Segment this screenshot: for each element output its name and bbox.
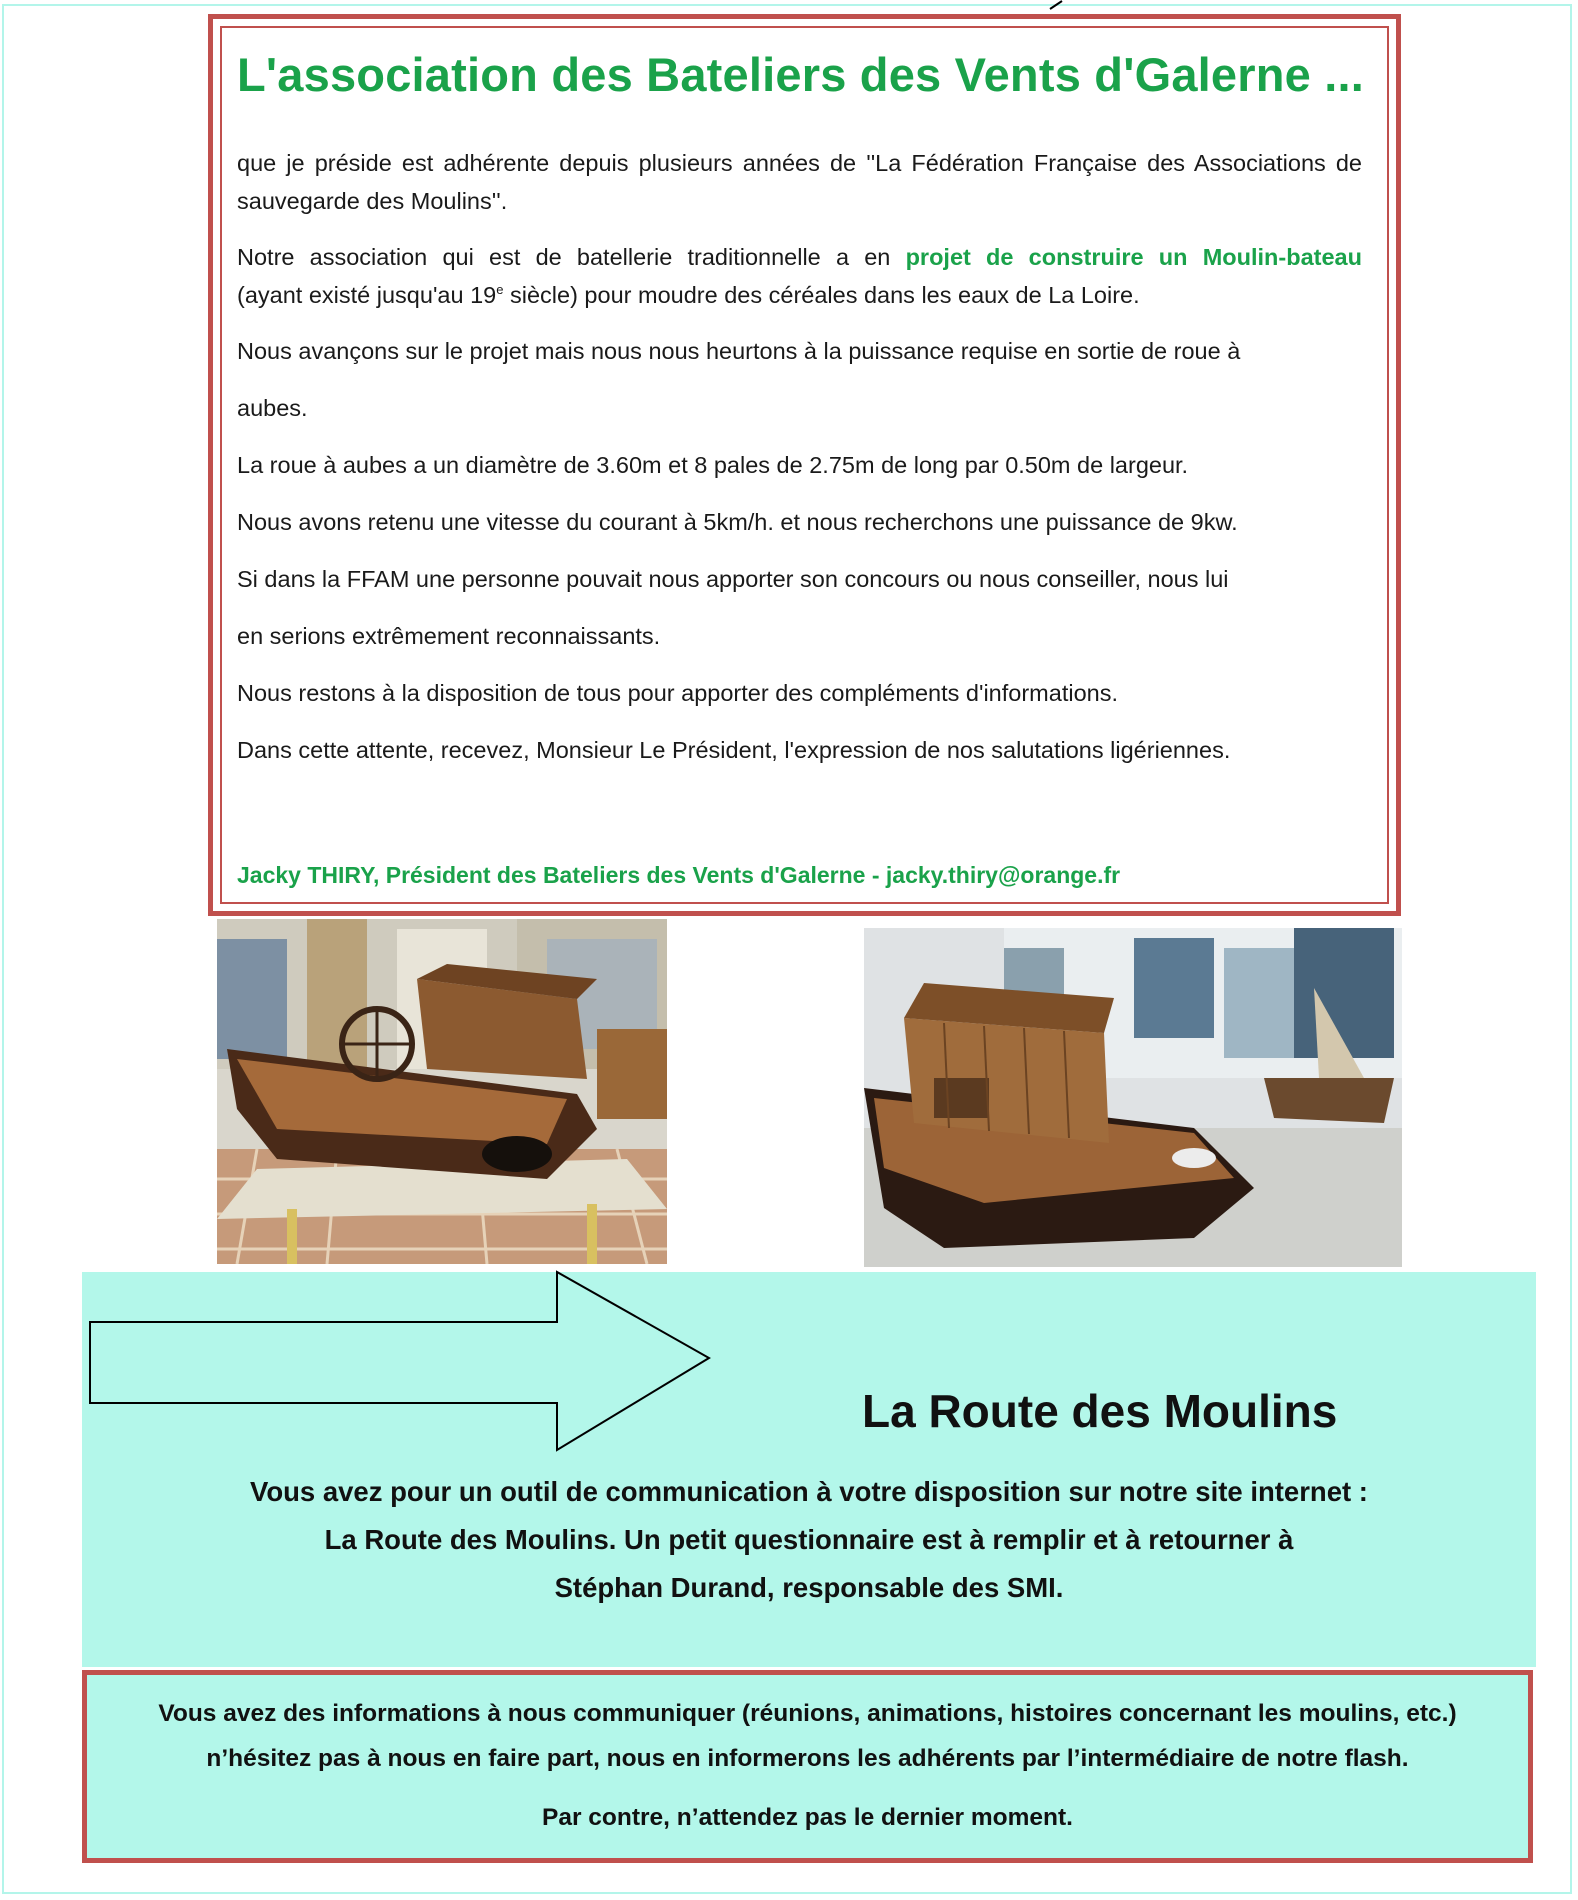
paragraph-help-a: Si dans la FFAM une personne pouvait nous apporter son concours ou nous conseiller, nous lui [237, 566, 1229, 592]
paragraph-power-b: aubes. [237, 395, 308, 421]
paragraph-help-b: en serions extrêmement reconnaissants. [237, 623, 661, 649]
corner-mark [1048, 0, 1064, 10]
boat-mill-model-museum-photo [864, 928, 1402, 1267]
signature: Jacky THIRY, Président des Bateliers des Vents d'Galerne - jacky.thiry@orange.fr [237, 862, 1121, 888]
paragraph-wheel: La roue à aubes a un diamètre de 3.60m et 8 pales de 2.75m de long par 0.50m de largeur. [237, 452, 1189, 478]
route-line-2: La Route des Moulins. Un petit questionnaire est à remplir et à retourner à [324, 1524, 1294, 1555]
project-detail-b: siècle) pour moudre des céréales dans les eaux de La Loire. [503, 282, 1140, 308]
project-detail-a: (ayant existé jusqu'au 19 [237, 282, 497, 308]
info-text [87, 1691, 1528, 1840]
project-intro: Notre association qui est de batellerie traditionnelle a en [237, 244, 906, 270]
info-line-1: Vous avez des informations à nous communiquer (réunions, animations, histoires concernant les moulins, etc.) [158, 1700, 1457, 1727]
route-line-1: Vous avez pour un outil de communication à votre disposition sur notre site internet : [250, 1476, 1368, 1507]
route-panel [82, 1272, 1536, 1667]
info-line-3: Par contre, n’attendez pas le dernier moment. [542, 1804, 1073, 1831]
boat-mill-model-photo [217, 919, 667, 1264]
route-description [82, 1468, 1536, 1612]
arrow-right-icon [89, 1270, 789, 1452]
project-first-line [237, 238, 1362, 276]
project-highlight: projet de construire un Moulin-bateau [905, 244, 1362, 270]
paragraph-closing: Dans cette attente, recevez, Monsieur Le Président, l'expression de nos salutations ligériennes. [237, 737, 1231, 763]
article-body [237, 144, 1362, 788]
info-box [82, 1670, 1533, 1863]
route-line-3: Stéphan Durand, responsable des SMI. [554, 1572, 1064, 1603]
paragraph-membership: que je préside est adhérente depuis plusieurs années de ''La Fédération Française des Associations de sauvegarde des Moulins''. [237, 150, 1362, 214]
info-line-2: n’hésitez pas à nous en faire part, nous en informerons les adhérents par l’intermédiaire de notre flash. [206, 1745, 1409, 1772]
article-box [208, 14, 1401, 916]
paragraph-availability: Nous restons à la disposition de tous pour apporter des compléments d'informations. [237, 680, 1118, 706]
paragraph-current: Nous avons retenu une vitesse du courant à 5km/h. et nous recherchons une puissance de 9kw. [237, 509, 1238, 535]
article-title: L'association des Bateliers des Vents d'Galerne ... [237, 48, 1365, 101]
century-superscript: e [496, 282, 504, 298]
paragraph-power-a: Nous avançons sur le projet mais nous nous heurtons à la puissance requise en sortie de roue à [237, 338, 1241, 364]
route-title: La Route des Moulins [862, 1385, 1338, 1437]
paragraph-project [237, 238, 1362, 314]
